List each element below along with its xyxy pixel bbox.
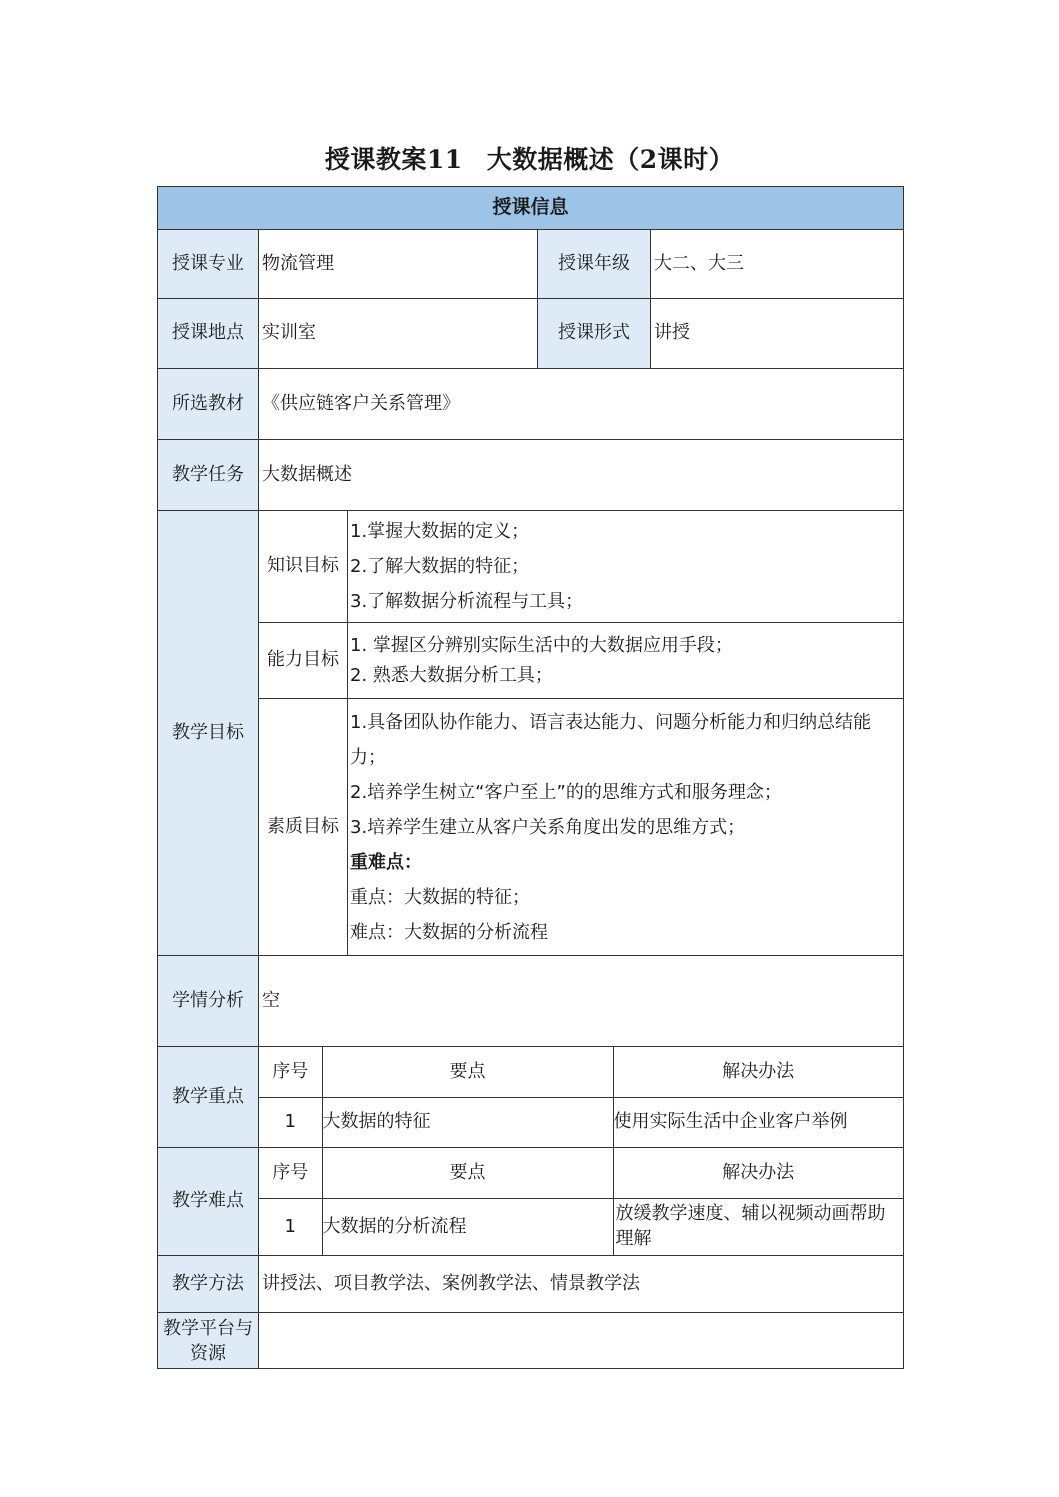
- difficult-header-solution: 解决办法: [613, 1148, 903, 1198]
- grade-label: 授课年级: [538, 230, 651, 299]
- key-table-label: 教学重点: [158, 1047, 259, 1148]
- ability-objective-label: 能力目标: [259, 623, 348, 699]
- key-header-no: 序号: [259, 1047, 322, 1097]
- quality-item: 2.培养学生树立“客户至上”的的思维方式和服务理念；: [350, 781, 782, 803]
- grade-value: 大二、大三: [651, 230, 904, 299]
- task-value: 大数据概述: [259, 440, 904, 511]
- table-row: [259, 1097, 903, 1147]
- difficult-row-point: 大数据的分析流程: [322, 1198, 613, 1255]
- difficult-table-label: 教学难点: [158, 1148, 259, 1256]
- analysis-value: 空: [259, 956, 904, 1047]
- ability-item: 1. 掌握区分辨别实际生活中的大数据应用手段；: [350, 634, 733, 656]
- difficult-row-no: 1: [259, 1198, 322, 1255]
- title-lesson-number: 授课教案11: [324, 145, 463, 174]
- ability-item: 2. 熟悉大数据分析工具；: [350, 664, 553, 686]
- knowledge-item: 3.了解数据分析流程与工具；: [350, 591, 584, 612]
- task-label: 教学任务: [158, 440, 259, 511]
- key-header-solution: 解决办法: [613, 1047, 903, 1097]
- difficult-row-solution: 放缓教学速度、辅以视频动画帮助理解: [615, 1203, 886, 1249]
- form-value: 讲授: [651, 299, 904, 369]
- key-difficult-heading: 重难点：: [350, 851, 422, 873]
- page-title: [0, 140, 1059, 176]
- method-value: 讲授法、项目教学法、案例教学法、情景教学法: [259, 1256, 904, 1313]
- method-label: 教学方法: [158, 1256, 259, 1313]
- difficult-table: [259, 1148, 903, 1255]
- knowledge-objective-label: 知识目标: [259, 511, 348, 623]
- major-label: 授课专业: [158, 230, 259, 299]
- place-label: 授课地点: [158, 299, 259, 369]
- key-row-point: 大数据的特征: [322, 1097, 613, 1147]
- ability-objective-list: [348, 623, 904, 699]
- key-header-point: 要点: [322, 1047, 613, 1097]
- lesson-plan-table: [157, 186, 904, 1369]
- key-row-solution: 使用实际生活中企业客户举例: [613, 1111, 848, 1133]
- knowledge-item: 1.掌握大数据的定义；: [350, 521, 530, 542]
- knowledge-item: 2.了解大数据的特征；: [350, 556, 530, 577]
- table-row: [259, 1198, 903, 1255]
- key-table: [259, 1047, 903, 1147]
- quality-item: 力；: [350, 746, 386, 768]
- place-value: 实训室: [259, 299, 538, 369]
- form-label: 授课形式: [538, 299, 651, 369]
- quality-objective-label: 素质目标: [259, 699, 348, 956]
- difficult-table-cell: [259, 1148, 904, 1256]
- analysis-label: 学情分析: [158, 956, 259, 1047]
- quality-objective-list: [348, 699, 904, 956]
- textbook-label: 所选教材: [158, 369, 259, 440]
- knowledge-objective-list: [348, 511, 904, 623]
- section-header: 授课信息: [158, 187, 904, 230]
- key-point-text: 重点：大数据的特征；: [350, 886, 530, 908]
- difficult-header-no: 序号: [259, 1148, 322, 1198]
- objectives-label: 教学目标: [158, 511, 259, 956]
- quality-item: 1.具备团队协作能力、语言表达能力、问题分析能力和归纳总结能: [350, 711, 872, 733]
- platform-value: [259, 1313, 904, 1369]
- title-topic: 大数据概述（2课时）: [486, 145, 735, 174]
- major-value: 物流管理: [259, 230, 538, 299]
- textbook-value: 《供应链客户关系管理》: [259, 369, 904, 440]
- platform-label: 教学平台与资源: [158, 1313, 259, 1369]
- quality-item: 3.培养学生建立从客户关系角度出发的思维方式；: [350, 816, 746, 838]
- key-row-no: 1: [259, 1097, 322, 1147]
- difficult-point-text: 难点：大数据的分析流程: [350, 921, 548, 943]
- key-table-cell: [259, 1047, 904, 1148]
- difficult-header-point: 要点: [322, 1148, 613, 1198]
